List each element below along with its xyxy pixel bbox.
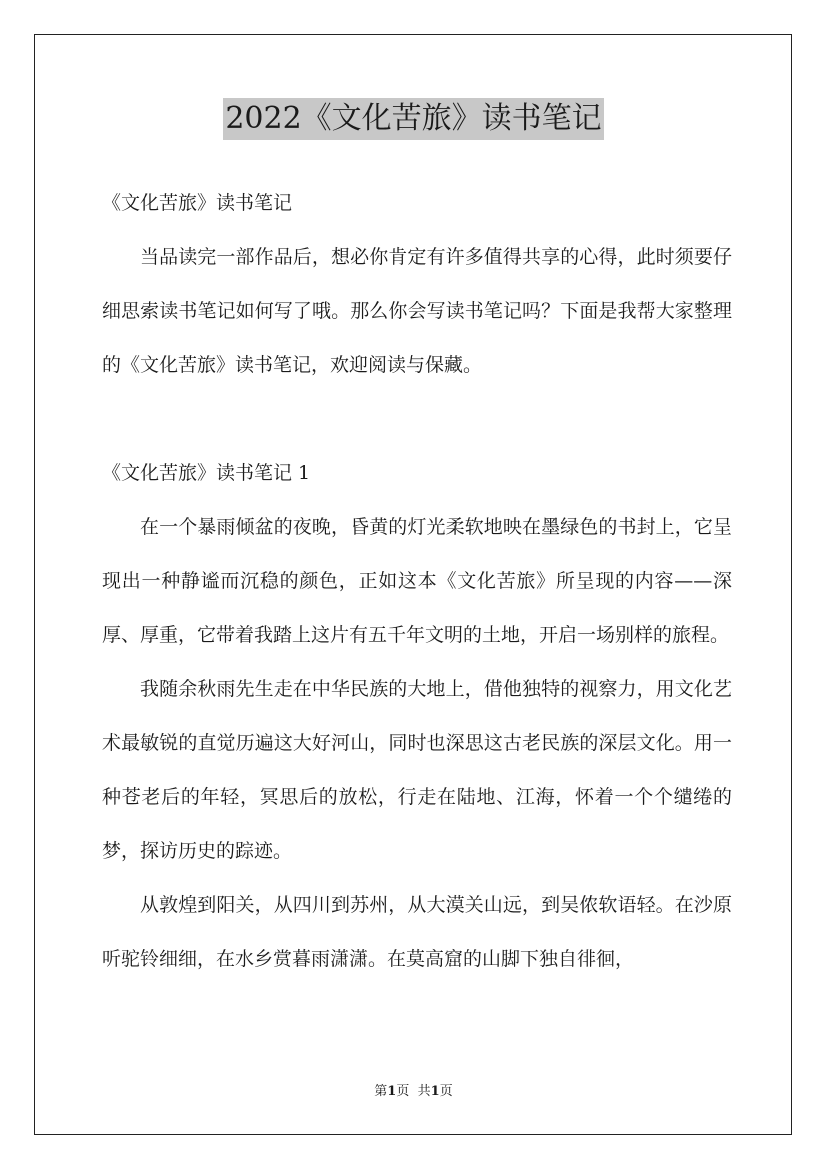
total-prefix: 共 bbox=[417, 1084, 431, 1099]
document-body bbox=[102, 176, 732, 986]
intro-paragraph: 当品读完一部作品后，想必你肯定有许多值得共享的心得，此时须要仔细思索读书笔记如何写了哦。那么你会写读书笔记吗？下面是我帮大家整理的《文化苦旅》读书笔记，欢迎阅读与保藏。 bbox=[102, 246, 732, 376]
page-footer bbox=[0, 1082, 827, 1102]
total-pages: 1 bbox=[430, 1084, 440, 1099]
intro-heading: 《文化苦旅》读书笔记 bbox=[102, 192, 293, 214]
body-paragraph-1: 在一个暴雨倾盆的夜晚，昏黄的灯光柔软地映在墨绿色的书封上，它呈现出一种静谧而沉稳的颜色，正如这本《文化苦旅》所呈现的内容——深厚、厚重，它带着我踏上这片有五千年文明的土地，开启一场别样的旅程。 bbox=[102, 516, 732, 646]
total-suffix: 页 bbox=[439, 1084, 453, 1099]
body-paragraph-2: 我随余秋雨先生走在中华民族的大地上，借他独特的视察力，用文化艺术最敏锐的直觉历遍这大好河山，同时也深思这古老民族的深层文化。用一种苍老后的年轻，冥思后的放松，行走在陆地、江海，怀着一个个缱绻的梦，探访历史的踪迹。 bbox=[102, 678, 732, 862]
title-container bbox=[0, 98, 827, 140]
page-suffix: 页 bbox=[396, 1084, 410, 1099]
document-title: 2022《文化苦旅》读书笔记 bbox=[223, 98, 603, 140]
page-number: 1 bbox=[387, 1084, 397, 1099]
section1-heading: 《文化苦旅》读书笔记 1 bbox=[102, 462, 311, 484]
section-spacer bbox=[102, 392, 732, 446]
page-prefix: 第 bbox=[374, 1084, 388, 1099]
body-paragraph-3: 从敦煌到阳关，从四川到苏州，从大漠关山远，到吴侬软语轻。在沙原听驼铃细细，在水乡赏暮雨潇潇。在莫高窟的山脚下独自徘徊， bbox=[102, 894, 732, 970]
